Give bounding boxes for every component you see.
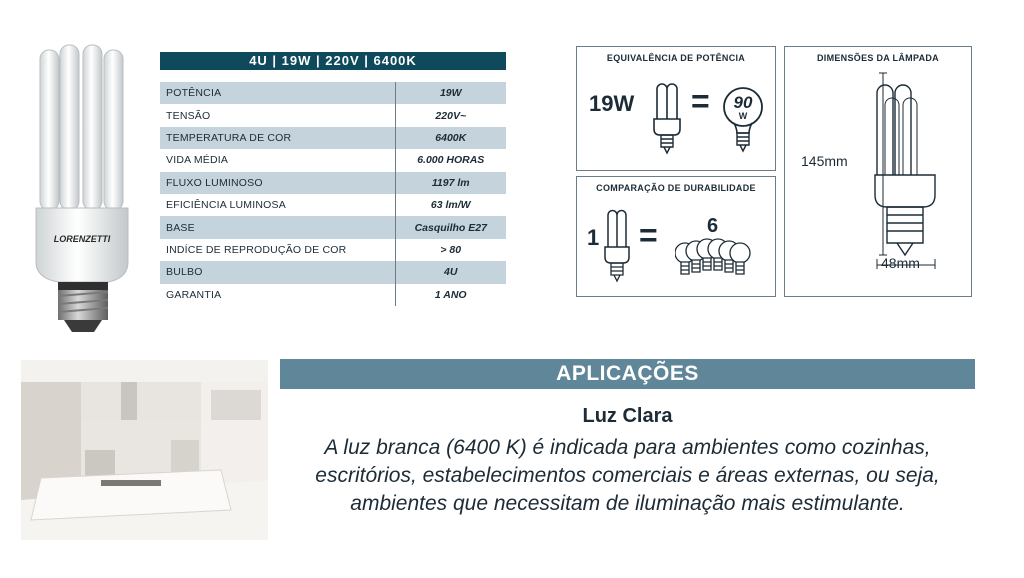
spec-row	[160, 82, 506, 104]
spec-value: 220V~	[395, 104, 506, 126]
spec-label: EFICIÊNCIA LUMINOSA	[166, 199, 286, 212]
spec-row	[160, 239, 506, 261]
dimensions-title: DIMENSÕES DA LÂMPADA	[816, 53, 939, 63]
spec-value: 63 lm/W	[395, 194, 506, 216]
durability-title: COMPARAÇÃO DE DURABILIDADE	[596, 183, 756, 193]
kitchen-photo	[21, 360, 268, 540]
spec-row	[160, 104, 506, 126]
cfl-bulb-small-icon	[603, 205, 631, 285]
durability-left: 1	[587, 225, 600, 250]
spec-row	[160, 149, 506, 171]
spec-label: TENSÃO	[166, 109, 211, 122]
spec-value: 1 ANO	[395, 284, 506, 306]
spec-value: 1197 lm	[395, 172, 506, 194]
spec-value: 4U	[395, 261, 506, 283]
spec-label: GARANTIA	[166, 288, 222, 301]
power-equivalence-title: EQUIVALÊNCIA DE POTÊNCIA	[606, 53, 746, 63]
cfl-lamp-photo	[28, 40, 138, 335]
spec-value: 6400K	[395, 127, 506, 149]
spec-value: > 80	[395, 239, 506, 261]
dimension-height: 145mm	[801, 153, 848, 169]
spec-label: FLUXO LUMINOSO	[160, 172, 395, 194]
spec-label: BULBO	[160, 261, 395, 283]
applications-heading: Luz Clara	[582, 405, 673, 427]
spec-header: 4U | 19W | 220V | 6400K	[160, 52, 506, 70]
spec-row	[160, 194, 506, 216]
spec-table	[160, 82, 506, 306]
power-equivalence-box	[576, 46, 776, 171]
applications-line: ambientes que necessitam de iluminação mais estimulante.	[350, 492, 905, 515]
spec-label: POTÊNCIA	[160, 82, 395, 104]
durability-right: 6	[707, 215, 719, 237]
spec-label: BASE	[160, 216, 395, 238]
cfl-bulb-icon	[651, 79, 683, 157]
spec-row	[160, 284, 506, 306]
spec-value: 6.000 HORAS	[395, 149, 506, 171]
durability-box	[576, 176, 776, 297]
applications-line: A luz branca (6400 K) é indicada para ambientes como cozinhas,	[324, 436, 931, 459]
applications-line: escritórios, estabelecimentos comerciais e áreas externas, ou seja,	[315, 464, 940, 487]
spec-row	[160, 172, 506, 194]
applications-text	[280, 434, 975, 518]
lamp-dimensions-drawing	[785, 47, 971, 295]
durability-equals: =	[639, 217, 658, 253]
spec-row	[160, 216, 506, 238]
spec-value: Casquilho E27	[395, 216, 506, 238]
applications-bar: APLICAÇÕES	[280, 359, 975, 389]
power-watts: 19W	[589, 91, 635, 116]
dimension-width: 48mm	[881, 255, 920, 271]
incandescent-value: 90	[733, 93, 753, 112]
incandescent-bulbs-icon	[675, 235, 757, 289]
brand-logo: LORENZETTI	[53, 234, 111, 244]
incandescent-unit: W	[738, 111, 748, 121]
dimensions-box	[784, 46, 972, 297]
power-equals: =	[691, 83, 710, 119]
spec-value: 19W	[395, 82, 506, 104]
spec-label: INDÍCE DE REPRODUÇÃO DE COR	[166, 243, 347, 256]
spec-label: VIDA MÉDIA	[166, 154, 229, 167]
spec-label: TEMPERATURA DE COR	[160, 127, 395, 149]
spec-row	[160, 261, 506, 283]
spec-row	[160, 127, 506, 149]
